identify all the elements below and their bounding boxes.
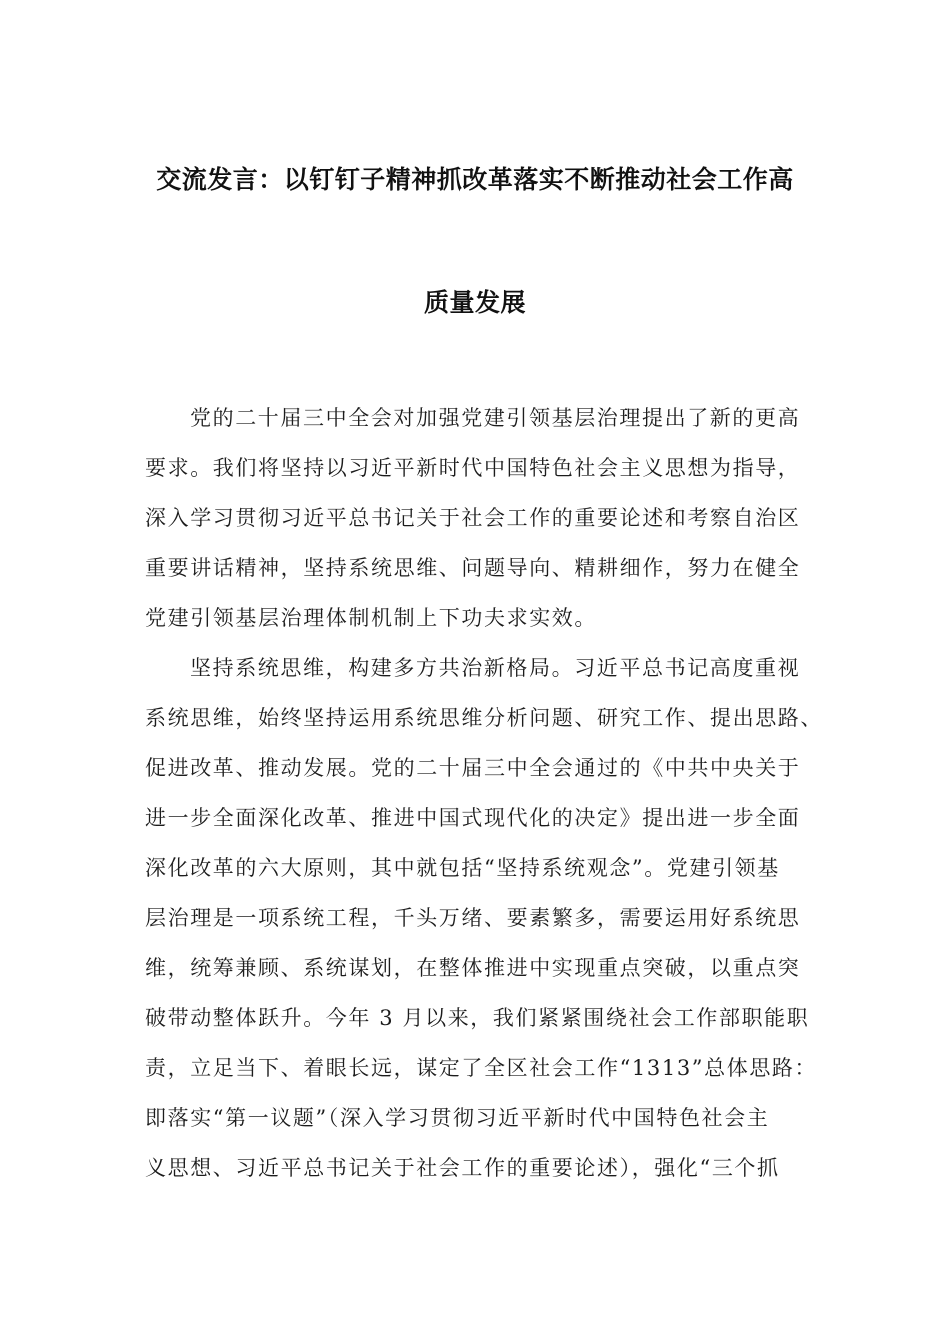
- paragraph-2-line-10: 即落实“第一议题”（深入学习贯彻习近平新时代中国特色社会主: [145, 1106, 770, 1130]
- document-title-line-1: 交流发言：以钉钉子精神抓改革落实不断推动社会工作高: [156, 165, 794, 194]
- paragraph-2-line-4: 进一步全面深化改革、推进中国式现代化的决定》提出进一步全面: [145, 806, 801, 830]
- paragraph-2-line-9: 责，立足当下、着眼长远，谋定了全区社会工作“1313”总体思路：: [145, 1056, 818, 1080]
- paragraph-2-line-5: 深化改革的六大原则，其中就包括“坚持系统观念”。党建引领基: [145, 856, 780, 880]
- paragraph-1-line-2: 要求。我们将坚持以习近平新时代中国特色社会主义思想为指导，: [145, 456, 801, 480]
- paragraph-1-line-4: 重要讲话精神，坚持系统思维、问题导向、精耕细作，努力在健全: [145, 556, 801, 580]
- paragraph-2-line-8: 破带动整体跃升。今年 3 月以来，我们紧紧围绕社会工作部职能职: [145, 1006, 810, 1030]
- paragraph-2-line-11: 义思想、习近平总书记关于社会工作的重要论述），强化“三个抓: [145, 1156, 780, 1180]
- paragraph-2-line-3: 促进改革、推动发展。党的二十届三中全会通过的《中共中央关于: [145, 756, 801, 780]
- paragraph-1-line-1: 党的二十届三中全会对加强党建引领基层治理提出了新的更高: [190, 406, 801, 430]
- paragraph-2-line-1: 坚持系统思维，构建多方共治新格局。习近平总书记高度重视: [190, 656, 801, 680]
- paragraph-2-line-6: 层治理是一项系统工程，千头万绪、要素繁多，需要运用好系统思: [145, 906, 801, 930]
- paragraph-2-line-2: 系统思维，始终坚持运用系统思维分析问题、研究工作、提出思路、: [145, 706, 823, 730]
- paragraph-1-line-3: 深入学习贯彻习近平总书记关于社会工作的重要论述和考察自治区: [145, 506, 801, 530]
- paragraph-1-line-5: 党建引领基层治理体制机制上下功夫求实效。: [145, 606, 597, 630]
- document-title-line-2: 质量发展: [423, 288, 526, 317]
- paragraph-2-line-7: 维，统筹兼顾、系统谋划，在整体推进中实现重点突破，以重点突: [145, 956, 801, 980]
